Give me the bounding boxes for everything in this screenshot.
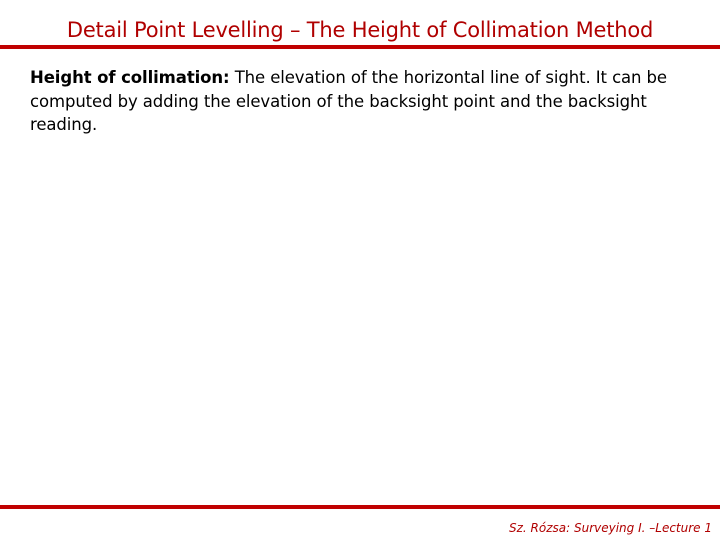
definition-paragraph (30, 66, 700, 137)
title-divider (0, 45, 720, 49)
definition-term: Height of collimation: (30, 68, 230, 87)
definition-text: The elevation of the horizontal line of sight. It can be computed by adding the elevation of the backsight point and the backsight reading. (30, 68, 667, 134)
footer-credit: Sz. Rózsa: Surveying I. –Lecture 1 (508, 521, 712, 535)
slide-title: Detail Point Levelling – The Height of Collimation Method (66, 18, 654, 42)
footer-divider (0, 505, 720, 509)
